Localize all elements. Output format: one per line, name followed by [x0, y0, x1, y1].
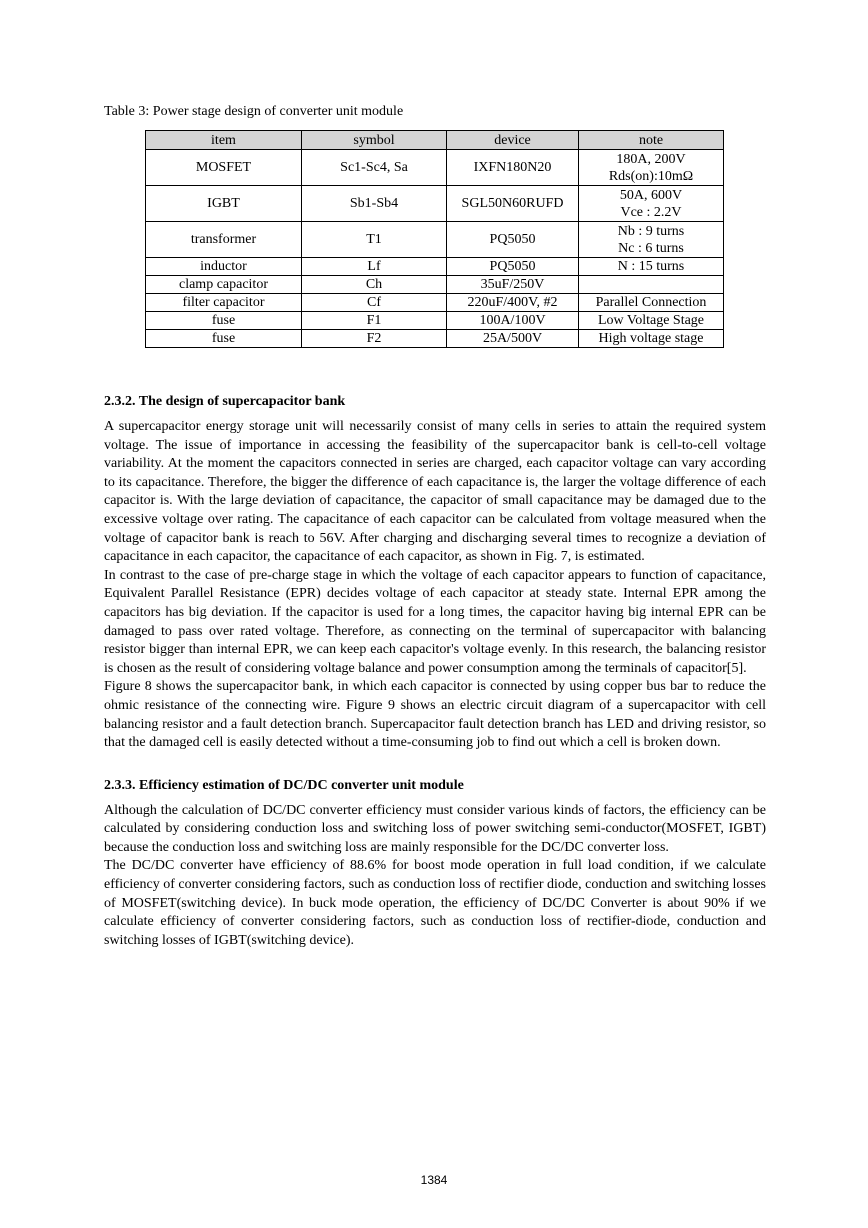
cell-note [579, 150, 724, 186]
cell-item: transformer [146, 222, 302, 258]
note-line: Rds(on):10mΩ [608, 168, 694, 184]
document-page [104, 103, 766, 950]
note-line: 180A, 200V [616, 151, 686, 167]
table-row [146, 150, 724, 186]
cell-note: Parallel Connection [579, 294, 724, 312]
header-symbol: symbol [302, 131, 447, 150]
body-paragraph: A supercapacitor energy storage unit will necessarily consist of many cells in series to attain the required system voltage. The issue of importance in accessing the feasibility of the supercapacitor bank is cell-to-cell voltage variability. At the moment the capacitors connected in series are charged, each capacitor voltage can vary according to its capacitance. Therefore, the bigger the difference of each capacitance is, the larger the voltage difference of each capacitor is. With the large deviation of capacitance, the capacitor of small capacitance may be damaged due to the excessive voltage over rating. The capacitance of each capacitor can be calculated from voltage measured when the voltage of capacitor bank is reach to 56V. After charging and discharging several times to recognize a deviation of capacitance in each capacitor, the capacitance of each capacitor, as shown in Fig. 7, is estimated. [104, 419, 766, 565]
cell-symbol: Sb1-Sb4 [302, 186, 447, 222]
cell-item: clamp capacitor [146, 276, 302, 294]
note-line: Vce : 2.2V [620, 204, 682, 220]
cell-device: IXFN180N20 [447, 150, 579, 186]
table-row [146, 222, 724, 258]
body-paragraph: Figure 8 shows the supercapacitor bank, in which each capacitor is connected by using copper bus bar to reduce the ohmic resistance of the connecting wire. Figure 9 shows an electric circuit diagram of a supercapacitor with cell balancing resistor and a fault detection branch. Supercapacitor fault detection branch has LED and driving resistor, so that the damaged cell is easily detected without a time-consuming job to find out which a cell is broken down. [104, 679, 766, 751]
header-note: note [579, 131, 724, 150]
body-paragraph: The DC/DC converter have efficiency of 88.6% for boost mode operation in full load condition, if we calculate efficiency of converter considering factors, such as conduction loss of rectifier diode, conduction and switching losses of MOSFET(switching device). In buck mode operation, the efficiency of DC/DC Converter is about 90% if we calculate efficiency of converter considering factors, such as conduction loss of rectifier-diode, conduction and switching losses of IGBT(switching device). [104, 858, 766, 948]
cell-symbol: F1 [302, 312, 447, 330]
table-caption: Table 3: Power stage design of converter unit module [104, 104, 404, 119]
section-heading-supercapacitor-bank: 2.3.2. The design of supercapacitor bank [104, 394, 346, 409]
cell-item: fuse [146, 330, 302, 348]
cell-device: 100A/100V [447, 312, 579, 330]
note-line: Nc : 6 turns [618, 240, 684, 256]
page-number: 1384 [420, 1173, 448, 1187]
cell-device: PQ5050 [447, 258, 579, 276]
cell-note [579, 222, 724, 258]
note-line: Nb : 9 turns [617, 223, 685, 239]
cell-device: 35uF/250V [447, 276, 579, 294]
note-line: 50A, 600V [619, 187, 683, 203]
cell-symbol: Cf [302, 294, 447, 312]
header-device: device [447, 131, 579, 150]
cell-item: MOSFET [146, 150, 302, 186]
body-paragraph: Although the calculation of DC/DC converter efficiency must consider various kinds of factors, the efficiency can be calculated by considering conduction loss and switching loss of power switching semi-conductor(MOSFET, IGBT) because the conduction loss and switching loss are mainly responsible for the DC/DC converter loss. [104, 802, 766, 855]
cell-symbol: Sc1-Sc4, Sa [302, 150, 447, 186]
cell-note: Low Voltage Stage [579, 312, 724, 330]
section-heading-efficiency-estimation: 2.3.3. Efficiency estimation of DC/DC converter unit module [104, 777, 464, 793]
cell-note: N : 15 turns [579, 258, 724, 276]
cell-symbol: Lf [302, 258, 447, 276]
cell-item: IGBT [146, 186, 302, 222]
cell-symbol: F2 [302, 330, 447, 348]
cell-item: filter capacitor [146, 294, 302, 312]
cell-note: High voltage stage [579, 330, 724, 348]
cell-note [579, 186, 724, 222]
table-header-row [146, 131, 724, 150]
cell-symbol: T1 [302, 222, 447, 258]
body-paragraph: In contrast to the case of pre-charge stage in which the voltage of each capacitor appears to function of capacitance, Equivalent Parallel Resistance (EPR) decides voltage of each capacitor at steady state. Internal EPR among the capacitors has big deviation. If the capacitor is used for a long times, the capacitor having big internal EPR can be damaged to pass over rated voltage. Therefore, as connecting on the terminal of supercapacitor with balancing resistor bigger than internal EPR, we can keep each capacitor's voltage evenly. In this research, the balancing resistor is chosen as the result of considering voltage balance and power consumption among the terminals of capacitor[5]. [104, 567, 766, 676]
table-row [146, 294, 724, 312]
header-item: item [146, 131, 302, 150]
cell-device: PQ5050 [447, 222, 579, 258]
cell-note [579, 276, 724, 294]
table-row [146, 186, 724, 222]
table-row [146, 276, 724, 294]
cell-device: SGL50N60RUFD [447, 186, 579, 222]
table-row [146, 330, 724, 348]
cell-item: inductor [146, 258, 302, 276]
cell-symbol: Ch [302, 276, 447, 294]
table-row [146, 312, 724, 330]
table-row [146, 258, 724, 276]
cell-item: fuse [146, 312, 302, 330]
cell-device: 25A/500V [447, 330, 579, 348]
power-stage-table [145, 130, 724, 348]
cell-device: 220uF/400V, #2 [447, 294, 579, 312]
